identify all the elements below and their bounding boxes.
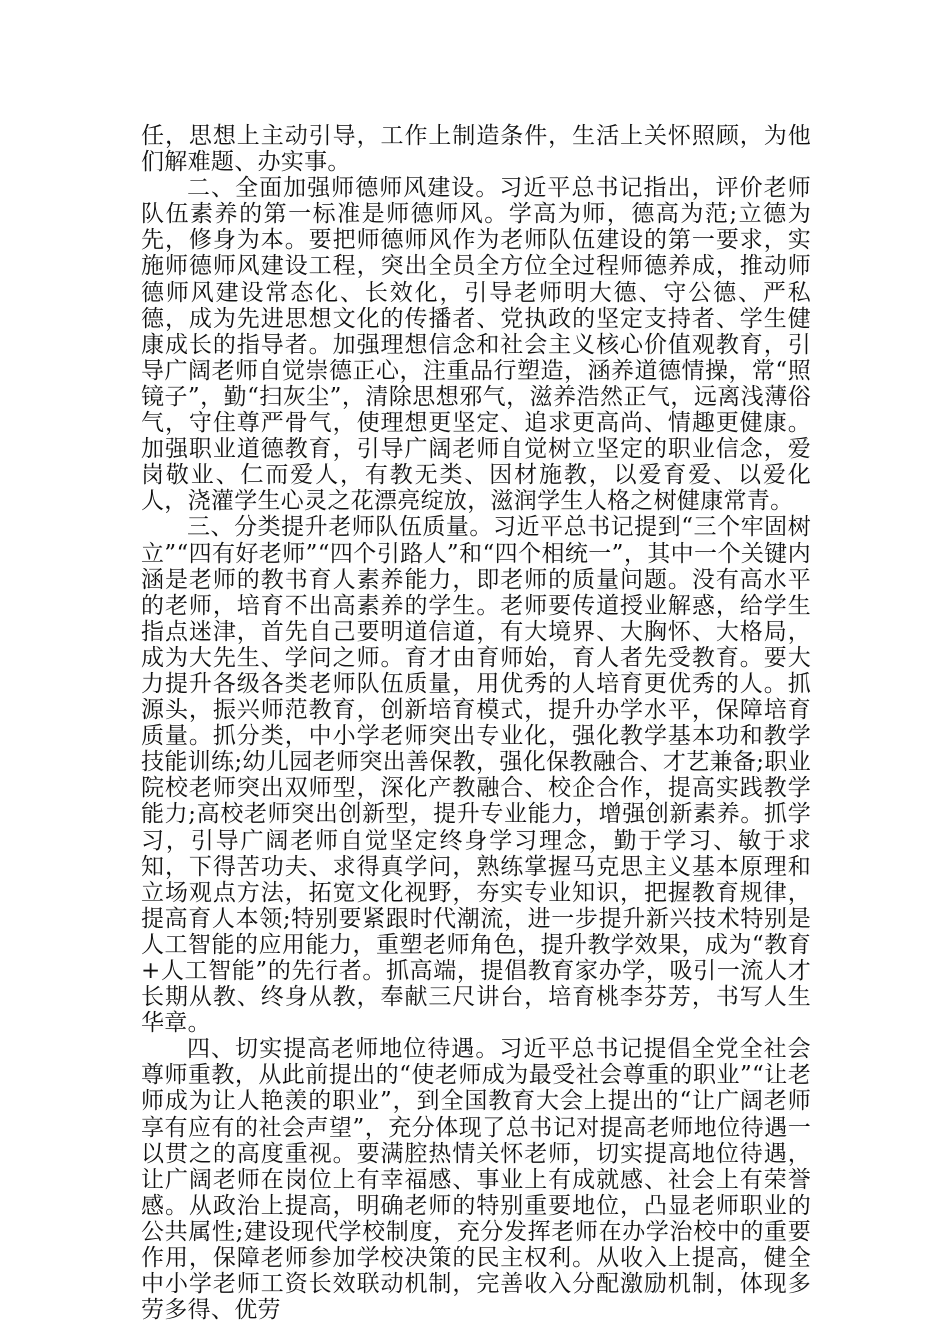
paragraph-teacher-quality: 三、分类提升老师队伍质量。习近平总书记提到“三个牢固树立”“四有好老师”“四个引路人”和“四个相统一”，其中一个关键内涵是老师的教书育人素养能力，即老师的质量问题。没有高水平的老师，培育不出高素养的学生。老师要传道授业解惑，给学生指点迷津，首先自己要明道信道，有大境界、大胸怀、大格局，成为大先生、学问之师。育才由育师始，育人者先受教育。要大力提升各级各类老师队伍质量，用优秀的人培育更优秀的人。抓源头，振兴师范教育，创新培育模式，提升办学水平，保障培育质量。抓分类，中小学老师突出专业化，强化教学基本功和教学技能训练;幼儿园老师突出善保教，强化保教融合、才艺兼备;职业院校老师突出双师型，深化产教融合、校企合作，提高实践教学能力;高校老师突出创新型，提升专业能力，增强创新素养。抓学习，引导广阔老师自觉坚定终身学习理念，勤于学习、敏于求知，下得苦功夫、求得真学问，熟练掌握马克思主义基本原理和立场观点方法，拓宽文化视野，夯实专业知识，把握教育规律，提高育人本领;特别要紧跟时代潮流，进一步提升新兴技术特别是人工智能的应用能力，重塑老师角色，提升教学效果，成为“教育+人工智能”的先行者。抓高端，提倡教育家办学，吸引一流人才长期从教、终身从教，奉献三尺讲台，培育桃李芬芳，书写人生华章。 [141,514,811,1037]
paragraph-continuation: 任，思想上主动引导，工作上制造条件，生活上关怀照顾，为他们解难题、办实事。 [141,123,811,176]
document-page [141,123,811,1323]
paragraph-teacher-ethics: 二、全面加强师德师风建设。习近平总书记指出，评价老师队伍素养的第一标准是师德师风。学高为师，德高为范;立德为先，修身为本。要把师德师风作为老师队伍建设的第一要求，实施师德师风建设工程，突出全员全方位全过程师德养成，推动师德师风建设常态化、长效化，引导老师明大德、守公德、严私德，成为先进思想文化的传播者、党执政的坚定支持者、学生健康成长的指导者。加强理想信念和社会主义核心价值观教育，引导广阔老师自觉崇德正心，注重品行塑造，涵养道德情操，常“照镜子”，勤“扫灰尘”，清除思想邪气，滋养浩然正气，远离浅薄俗气，守住尊严骨气，使理想更坚定、追求更高尚、情趣更健康。加强职业道德教育，引导广阔老师自觉树立坚定的职业信念，爱岗敬业、仁而爱人，有教无类、因材施教，以爱育爱、以爱化人，浇灌学生心灵之花漂亮绽放，滋润学生人格之树健康常青。 [141,175,811,515]
paragraph-teacher-status: 四、切实提高老师地位待遇。习近平总书记提倡全党全社会尊师重教，从此前提出的“使老师成为最受社会尊重的职业”“让老师成为让人艳羡的职业”，到全国教育大会上提出的“让广阔老师享有应有的社会声望”，充分体现了总书记对提高老师地位待遇一以贯之的高度重视。要满腔热情关怀老师，切实提高地位待遇，让广阔老师在岗位上有幸福感、事业上有成就感、社会上有荣誉感。从政治上提高，明确老师的特别重要地位，凸显老师职业的公共属性;建设现代学校制度，充分发挥老师在办学治校中的重要作用，保障老师参加学校决策的民主权利。从收入上提高，健全中小学老师工资长效联动机制，完善收入分配激励机制，体现多劳多得、优劳 [141,1036,811,1324]
